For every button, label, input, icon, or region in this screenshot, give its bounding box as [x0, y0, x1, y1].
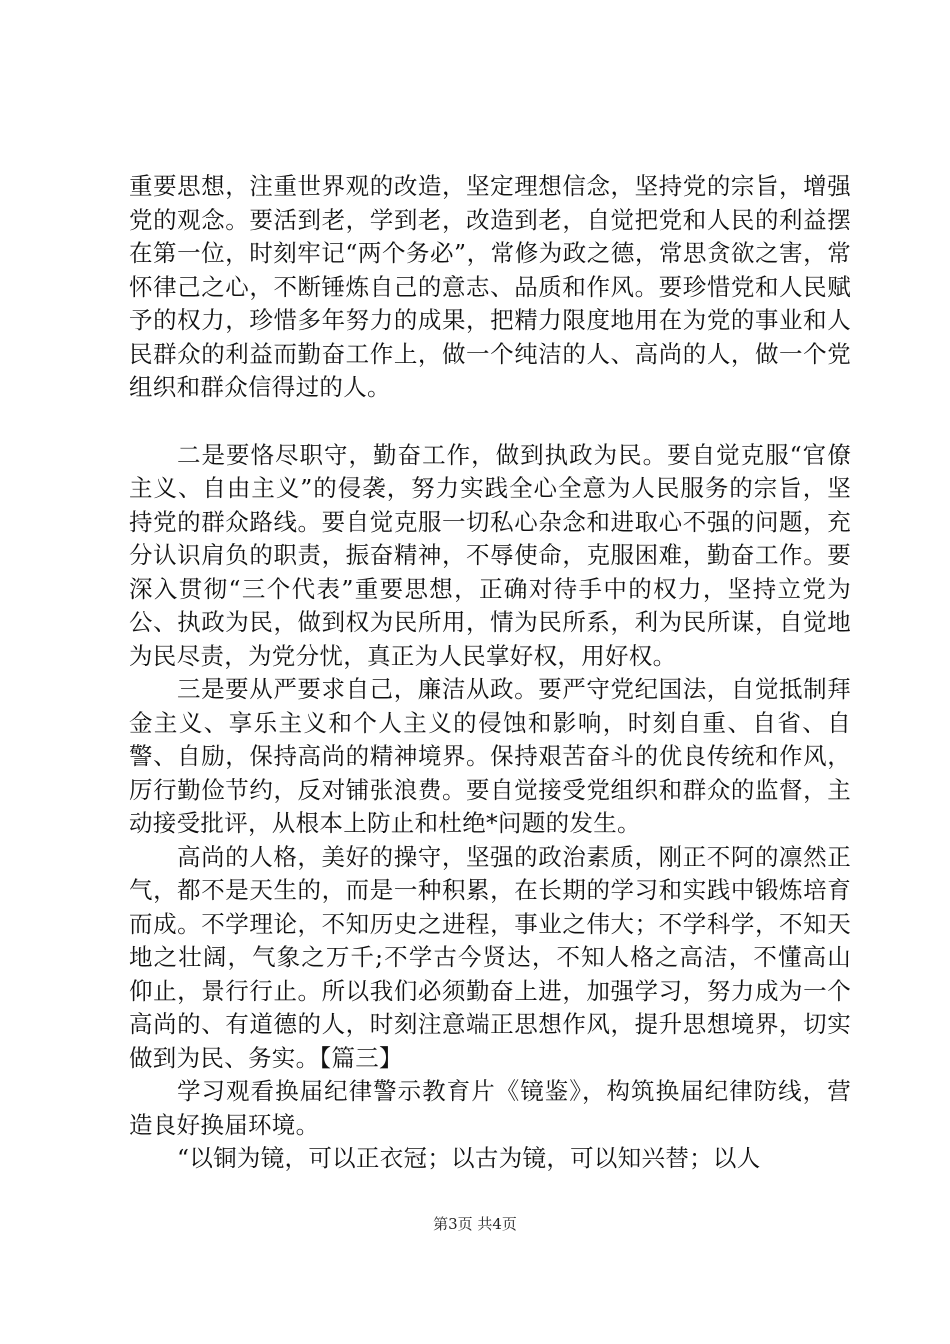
- document-body: [129, 170, 851, 1176]
- page-number-footer: 第3页 共4页: [433, 1215, 517, 1233]
- paragraph-duty: 二是要恪尽职守，勤奋工作，做到执政为民。要自觉克服“官僚主义、自由主义”的侵袭，努力实践全心全意为人民服务的宗旨，坚持党的群众路线。要自觉克服一切私心杂念和进取心不强的问题，充分认识肩负的职责，振奋精神，不辱使命，克服困难，勤奋工作。要深入贯彻“三个代表”重要思想，正确对待手中的权力，坚持立党为公、执政为民，做到权为民所用，情为民所系，利为民所谋，自觉地为民尽责，为党分忧，真正为人民掌好权，用好权。: [129, 440, 851, 670]
- paragraph-section-three-intro: 学习观看换届纪律警示教育片《镜鉴》，构筑换届纪律防线，营造良好换届环境。: [129, 1077, 851, 1139]
- paragraph-gap: [129, 405, 851, 439]
- paragraph-quote: “以铜为镜，可以正衣冠；以古为镜，可以知兴替；以人: [177, 1144, 761, 1172]
- paragraph-character: 高尚的人格，美好的操守，坚强的政治素质，刚正不阿的凛然正气，都不是天生的，而是一种积累，在长期的学习和实践中锻炼培育而成。不学理论，不知历史之进程，事业之伟大；不学科学，不知天地之壮阔，气象之万千;不学古今贤达，不知人格之高洁，不懂高山仰止，景行行止。所以我们必须勤奋上进，加强学习，努力成为一个高尚的、有道德的人，时刻注意端正思想作风，提升思想境界，切实做到为民、务实。【篇三】: [129, 842, 851, 1072]
- paragraph-continuation: 重要思想，注重世界观的改造，坚定理想信念，坚持党的宗旨，增强党的观念。要活到老，学到老，改造到老，自觉把党和人民的利益摆在第一位，时刻牢记“两个务必”，常修为政之德，常思贪欲之害，常怀律己之心，不断锤炼自己的意志、品质和作风。要珍惜党和人民赋予的权力，珍惜多年努力的成果，把精力限度地用在为党的事业和人民群众的利益而勤奋工作上，做一个纯洁的人、高尚的人，做一个党组织和群众信得过的人。: [129, 172, 851, 401]
- paragraph-integrity: 三是要从严要求自己，廉洁从政。要严守党纪国法，自觉抵制拜金主义、享乐主义和个人主义的侵蚀和影响，时刻自重、自省、自警、自励，保持高尚的精神境界。保持艰苦奋斗的优良传统和作风，厉行勤俭节约，反对铺张浪费。要自觉接受党组织和群众的监督，主动接受批评，从根本上防止和杜绝*问题的发生。: [129, 675, 851, 837]
